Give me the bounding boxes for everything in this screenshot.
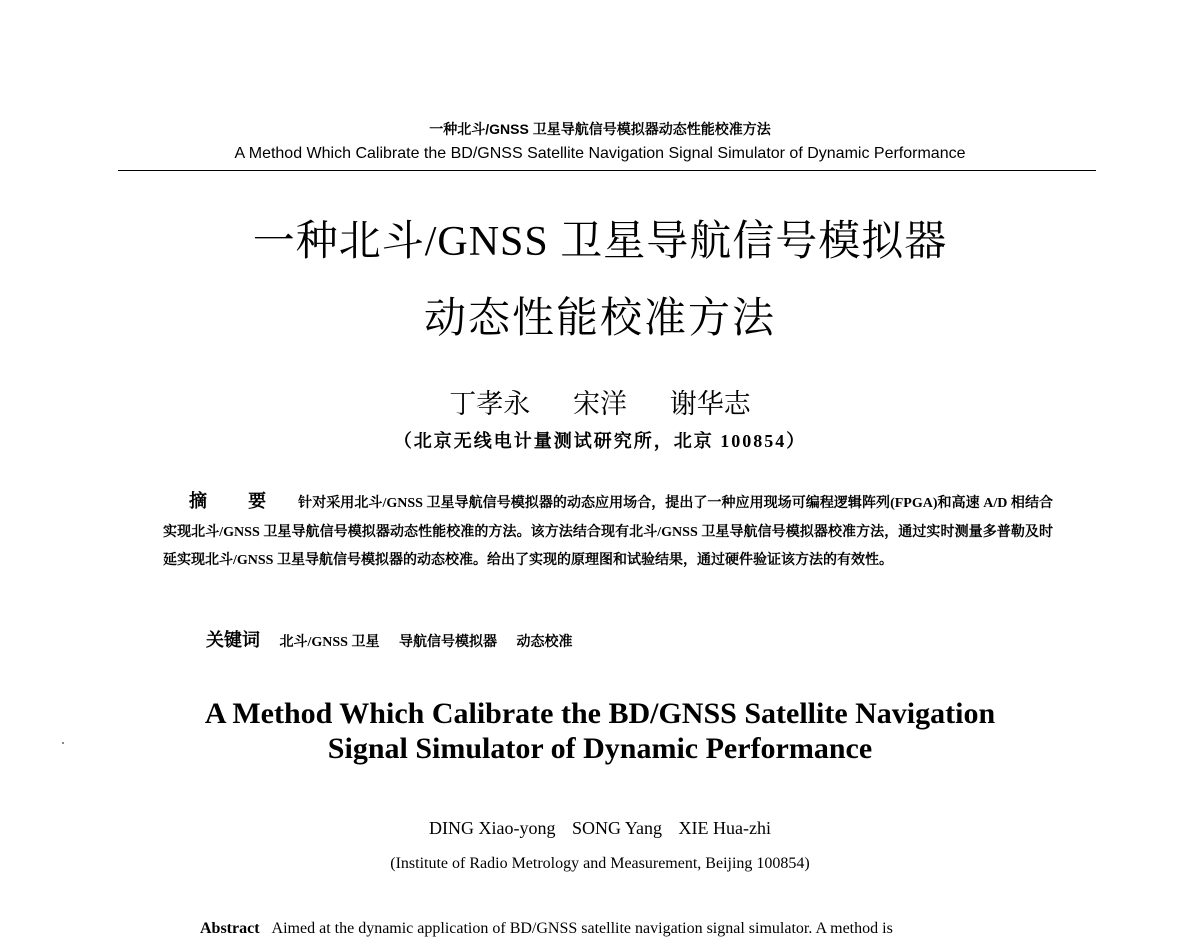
keywords-cn xyxy=(206,626,588,652)
author-cn-2: 宋洋 xyxy=(573,389,627,419)
running-header-cn: 一种北斗/GNSS 卫星导航信号模拟器动态性能校准方法 xyxy=(429,121,771,137)
author-en-2: SONG Yang xyxy=(571,818,663,838)
title-en-line2: Signal Simulator of Dynamic Performance xyxy=(327,732,873,765)
affiliation-en: (Institute of Radio Metrology and Measurement, Beijing 100854) xyxy=(390,855,810,872)
abstract-en-text: Aimed at the dynamic application of BD/GNSS satellite navigation signal simulator. A method is xyxy=(271,920,893,937)
authors-cn xyxy=(0,382,1200,421)
keyword-cn-1: 北斗/GNSS 卫星 xyxy=(279,635,380,650)
abstract-en-label: Abstract xyxy=(200,920,260,937)
author-en-1: DING Xiao-yong xyxy=(429,818,556,838)
keywords-cn-label: 关键词 xyxy=(206,630,260,650)
author-cn-1: 丁孝永 xyxy=(449,389,531,419)
abstract-cn-text: 针对采用北斗/GNSS 卫星导航信号模拟器的动态应用场合，提出了一种应用现场可编程逻辑阵列(FPGA)和高速 A/D 相结合实现北斗/GNSS 卫星导航信号模拟器动态性能校准的方法。该方法结合现有北斗/GNSS 卫星导航信号模拟器校准方法，通过实时测量多普勒及时延实现北斗/GNSS 卫星导航信号模拟器的动态校准。给出了实现的原理图和试验结果，通过硬件验证该方法的有效性。 xyxy=(163,496,1053,568)
running-header-en: A Method Which Calibrate the BD/GNSS Satellite Navigation Signal Simulator of Dynamic Performance xyxy=(234,145,966,162)
scan-speck xyxy=(62,742,64,744)
title-en-line1: A Method Which Calibrate the BD/GNSS Satellite Navigation xyxy=(204,697,996,730)
affiliation-cn: （北京无线电计量测试研究所，北京 100854） xyxy=(393,431,807,451)
author-cn-3: 谢华志 xyxy=(669,389,751,419)
abstract-cn xyxy=(163,487,1053,576)
header-rule xyxy=(118,170,1096,171)
keyword-cn-2: 导航信号模拟器 xyxy=(398,635,497,650)
title-cn-line2: 动态性能校准方法 xyxy=(423,296,776,342)
author-en-3: XIE Hua-zhi xyxy=(678,818,771,838)
abstract-cn-label: 摘 要 xyxy=(189,491,285,511)
title-cn-line1: 一种北斗/GNSS 卫星导航信号模拟器 xyxy=(252,219,948,265)
authors-en xyxy=(0,818,1200,839)
keyword-cn-3: 动态校准 xyxy=(516,635,573,650)
abstract-en xyxy=(200,920,1056,938)
